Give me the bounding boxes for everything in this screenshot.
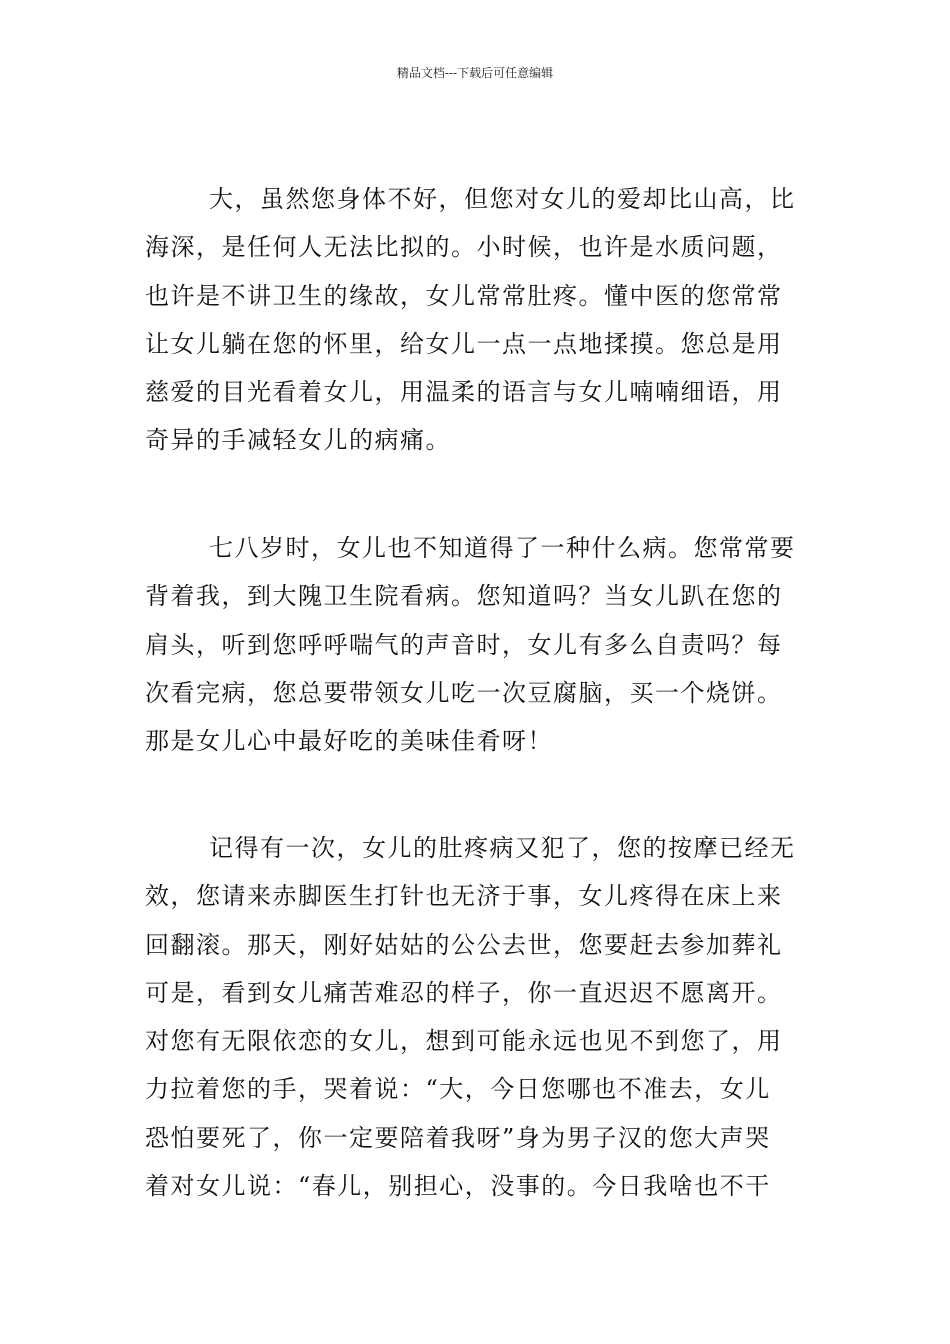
paragraph-line: 效，您请来赤脚医生打针也无济于事，女儿疼得在床上来 <box>145 882 783 911</box>
paragraph-line: 也许是不讲卫生的缘故，女儿常常肚疼。懂中医的您常常 <box>145 281 783 310</box>
paragraph-1 <box>145 175 805 465</box>
paragraph-3 <box>145 824 805 1210</box>
paragraph-line: 对您有无限依恋的女儿，想到可能永远也见不到您了，用 <box>145 1027 783 1056</box>
paragraph-line: 可是，看到女儿痛苦难忍的样子，你一直迟迟不愿离开。 <box>145 978 783 1007</box>
paragraph-line: 背着我，到大隗卫生院看病。您知道吗？当女儿趴在您的 <box>145 582 783 611</box>
paragraph-line: 恐怕要死了，你一定要陪着我呀”身为男子汉的您大声哭 <box>145 1123 771 1152</box>
paragraph-line: 七八岁时，女儿也不知道得了一种什么病。您常常要 <box>209 534 796 562</box>
paragraph-line: 力拉着您的手，哭着说：“大，今日您哪也不准去，女儿 <box>145 1075 771 1104</box>
paragraph-line: 大，虽然您身体不好，但您对女儿的爱却比山高，比 <box>209 185 796 213</box>
paragraph-line: 次看完病，您总要带领女儿吃一次豆腐脑，买一个烧饼。 <box>145 678 783 707</box>
page-header: 精品文档---下载后可任意编辑 <box>396 66 554 80</box>
paragraph-line: 那是女儿心中最好吃的美味佳肴呀！ <box>145 727 553 756</box>
paragraph-line: 回翻滚。那天，刚好姑姑的公公去世，您要赶去参加葬礼 <box>145 930 783 959</box>
paragraph-line: 肩头，听到您呼呼喘气的声音时，女儿有多么自责吗？每 <box>145 630 783 659</box>
paragraph-line: 着对女儿说：“春儿，别担心，没事的。今日我啥也不干 <box>145 1172 771 1201</box>
paragraph-line: 海深，是任何人无法比拟的。小时候，也许是水质问题， <box>145 233 783 262</box>
paragraph-line: 奇异的手减轻女儿的病痛。 <box>145 426 451 455</box>
paragraph-line: 让女儿躺在您的怀里，给女儿一点一点地揉摸。您总是用 <box>145 329 783 358</box>
paragraph-line: 记得有一次，女儿的肚疼病又犯了，您的按摩已经无 <box>209 834 796 862</box>
paragraph-2 <box>145 524 805 765</box>
paragraph-line: 慈爱的目光看着女儿，用温柔的语言与女儿喃喃细语，用 <box>145 378 783 407</box>
